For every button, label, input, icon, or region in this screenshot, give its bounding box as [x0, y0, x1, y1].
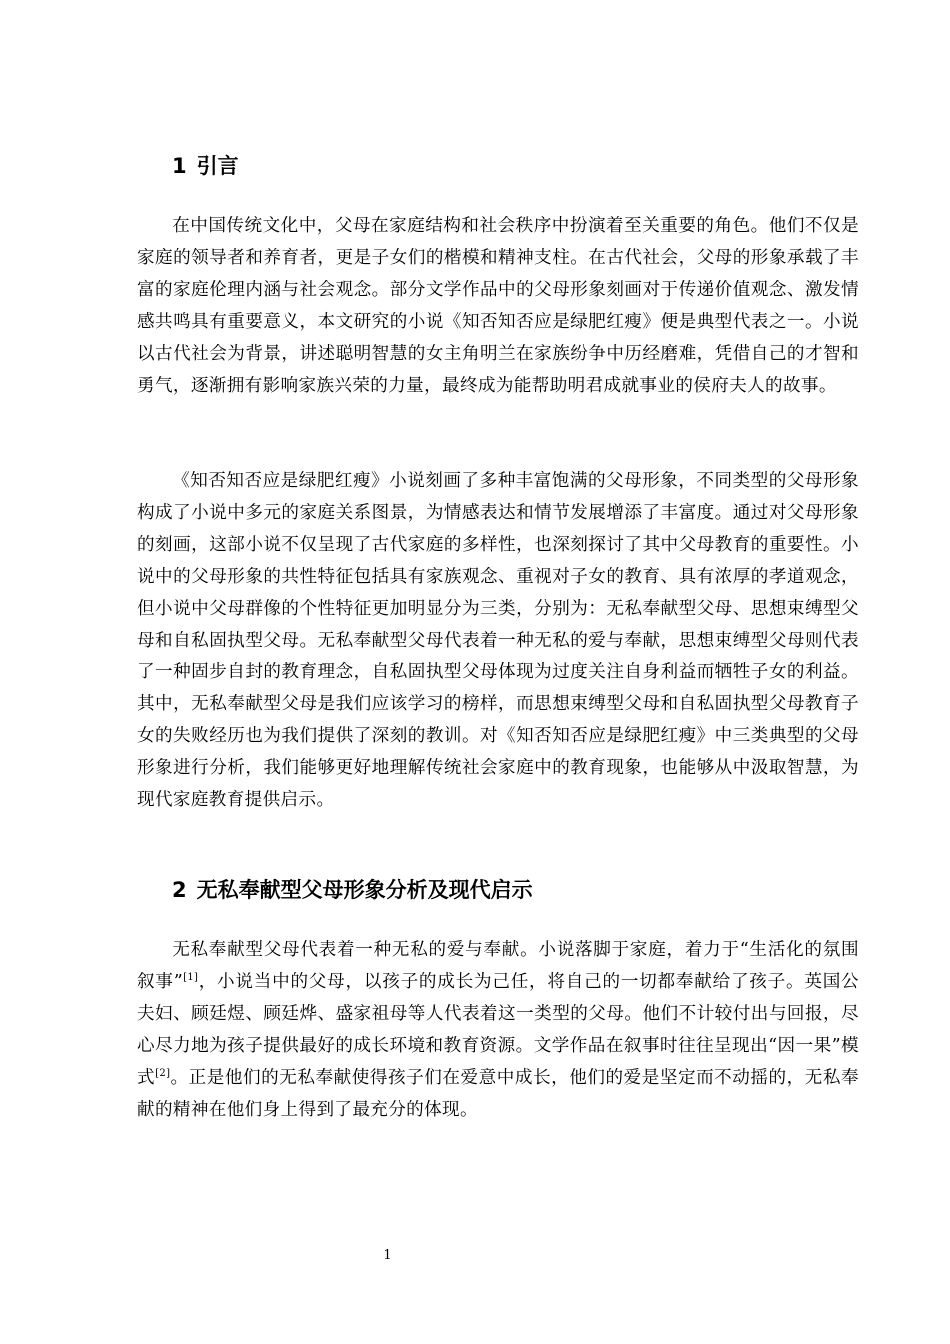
body-paragraph: 《知否知否应是绿肥红瘦》小说刻画了多种丰富饱满的父母形象，不同类型的父母形象构成了小说中多元的家庭关系图景，为情感表达和情节发展增添了丰富度。通过对父母形象的刻画，这部小说不仅呈现了古代家庭的多样性，也深刻探讨了其中父母教育的重要性。小说中的父母形象的共性特征包括具有家族观念、重视对子女的教育、具有浓厚的孝道观念，但小说中父母群像的个性特征更加明显分为三类，分别为：无私奉献型父母、思想束缚型父母和自私固执型父母。无私奉献型父母代表着一种无私的爱与奉献，思想束缚型父母则代表了一种固步自封的教育理念，自私固执型父母体现为过度关注自身利益而牺牲子女的利益。其中，无私奉献型父母是我们应该学习的榜样，而思想束缚型父母和自私固执型父母教育子女的失败经历也为我们提供了深刻的教训。对《知否知否应是绿肥红瘦》中三类典型的父母形象进行分析，我们能够更好地理解传统社会家庭中的教育现象，也能够从中汲取智慧，为现代家庭教育提供启示。 — [137, 471, 859, 811]
paragraph-text: ，小说当中的父母，以孩子的成长为己任，将自己的一切都奉献给了孩子。英国公夫妇、顾廷煜、顾廷烨、盛家祖母等人代表着这一类型的父母。他们不计较付出与回报，尽心尽力地为孩子提供最好的成长环境和教育资源。文学作品在叙事时往往呈现出“因一果”模式 — [137, 971, 860, 1088]
section-title: 引言 — [196, 154, 239, 178]
body-paragraph — [137, 935, 859, 1126]
paragraph-text: 无私奉献型父母代表着一种无私的爱与奉献。小说落脚于家庭，着力于“生活化的氛围叙事” — [137, 940, 859, 992]
citation-ref[interactable]: [1] — [183, 971, 199, 983]
section-heading-1 — [172, 152, 239, 180]
paragraph-text: 。正是他们的无私奉献使得孩子们在爱意中成长，他们的爱是坚定而不动摇的，无私奉献的精神在他们身上得到了最充分的体现。 — [137, 1067, 859, 1120]
section-title: 无私奉献型父母形象分析及现代启示 — [196, 878, 533, 902]
section-heading-2 — [172, 876, 533, 904]
citation-ref[interactable]: [2] — [155, 1067, 171, 1079]
section-number: 1 — [172, 154, 187, 178]
page-number: 1 — [383, 1248, 392, 1263]
body-paragraph: 在中国传统文化中，父母在家庭结构和社会秩序中扮演着至关重要的角色。他们不仅是家庭的领导者和养育者，更是子女们的楷模和精神支柱。在古代社会，父母的形象承载了丰富的家庭伦理内涵与社会观念。部分文学作品中的父母形象刻画对于传递价值观念、激发情感共鸣具有重要意义，本文研究的小说《知否知否应是绿肥红瘦》便是典型代表之一。小说以古代社会为背景，讲述聪明智慧的女主角明兰在家族纷争中历经磨难，凭借自己的才智和勇气，逐渐拥有影响家族兴荣的力量，最终成为能帮助明君成就事业的侯府夫人的故事。 — [137, 216, 859, 396]
section-number: 2 — [172, 878, 187, 902]
